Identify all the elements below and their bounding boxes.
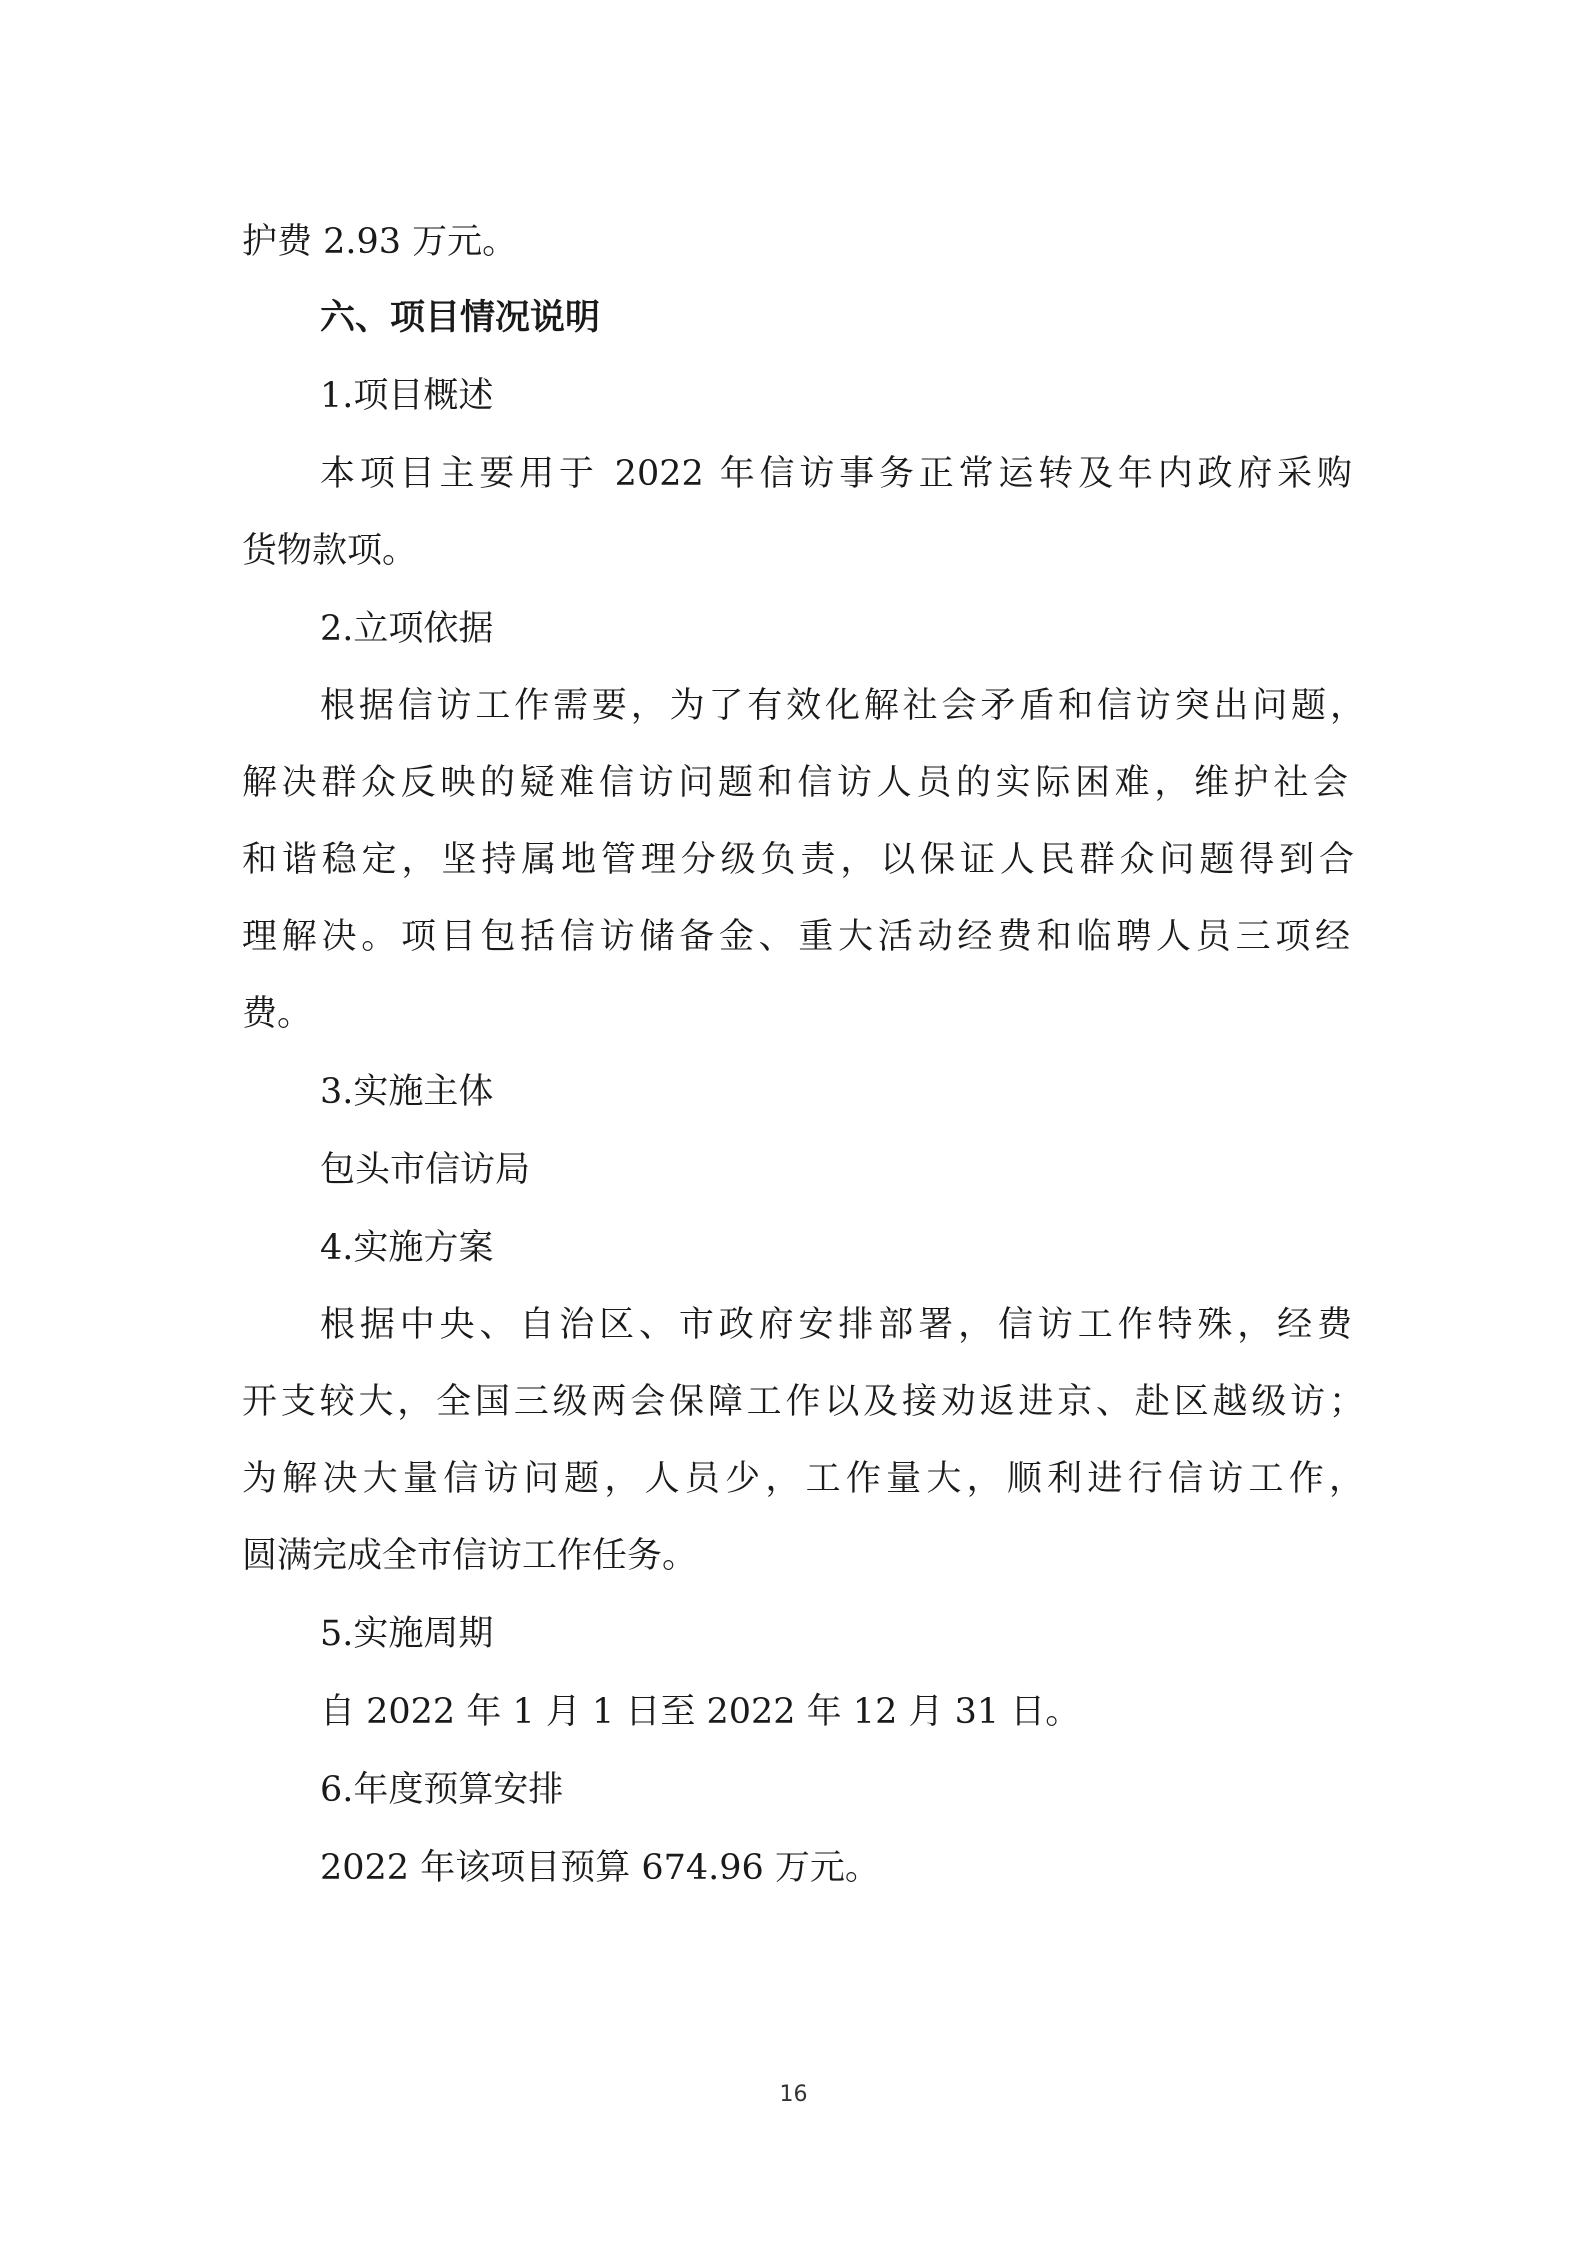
- text-line: 货物款项。: [242, 531, 418, 571]
- subheading: 3.实施主体: [320, 1072, 494, 1112]
- text-line: 本项目主要用于 2022 年信访事务正常运转及年内政府采购: [320, 454, 1352, 494]
- section-heading: 六、项目情况说明: [320, 298, 601, 338]
- subheading: 6.年度预算安排: [320, 1770, 564, 1810]
- subheading: 2.立项依据: [320, 609, 494, 649]
- subheading: 1.项目概述: [320, 376, 494, 416]
- text-line: 护费 2.93 万元。: [242, 222, 518, 262]
- text-line: 为解决大量信访问题，人员少，工作量大，顺利进行信访工作，: [242, 1459, 1364, 1499]
- page-number: 16: [779, 2082, 808, 2107]
- text-line: 自 2022 年 1 月 1 日至 2022 年 12 月 31 日。: [320, 1692, 1081, 1732]
- subheading: 5.实施周期: [320, 1614, 494, 1654]
- text-line: 圆满完成全市信访工作任务。: [242, 1536, 698, 1576]
- text-line: 包头市信访局: [320, 1150, 531, 1190]
- text-line: 解决群众反映的疑难信访问题和信访人员的实际困难，维护社会: [242, 763, 1348, 803]
- text-line: 根据中央、自治区、市政府安排部署，信访工作特殊，经费: [320, 1305, 1352, 1345]
- text-line: 理解决。项目包括信访储备金、重大活动经费和临聘人员三项经: [242, 917, 1350, 957]
- subheading: 4.实施方案: [320, 1228, 494, 1268]
- text-line: 2022 年该项目预算 674.96 万元。: [320, 1848, 880, 1888]
- text-line: 和谐稳定，坚持属地管理分级负责，以保证人民群众问题得到合: [242, 840, 1354, 880]
- text-line: 费。: [242, 994, 313, 1034]
- text-line: 根据信访工作需要，为了有效化解社会矛盾和信访突出问题，: [320, 686, 1365, 726]
- text-line: 开支较大，全国三级两会保障工作以及接劝返进京、赴区越级访；: [242, 1382, 1364, 1422]
